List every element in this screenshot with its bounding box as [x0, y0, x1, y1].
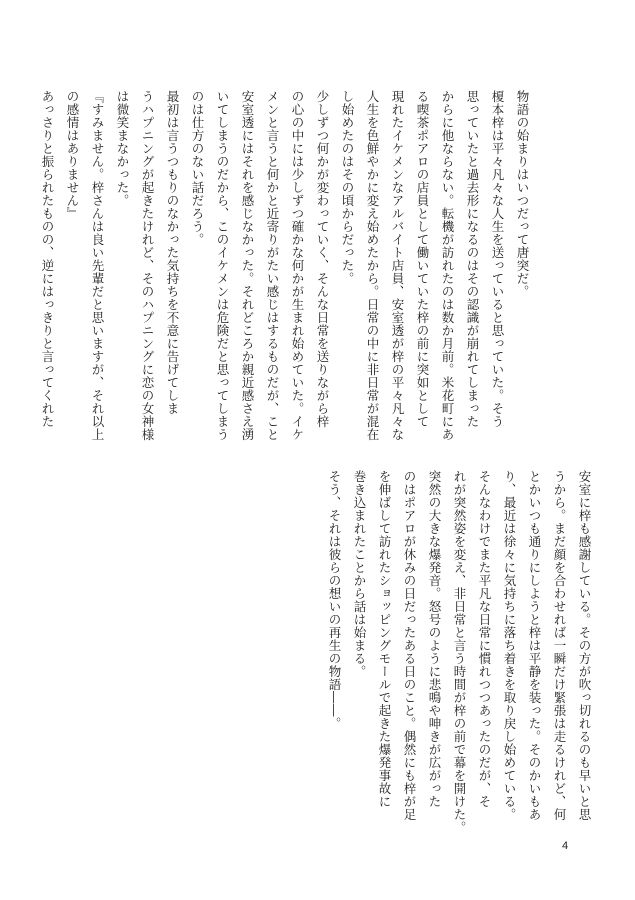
text-line: からに他ならない。転機が訪れたのは数か月前。米花町にあ [440, 90, 455, 441]
text-line: 現れたイケメンなアルバイト店員、安室透が梓の平々凡々な [390, 90, 405, 441]
text-line: あっさりと振られたものの、逆にはっきりと言ってくれた [40, 90, 55, 428]
text-line: 安室に梓も感謝している。その方が吹っ切れるのも早いと思 [577, 470, 592, 821]
text-line: 物語の始まりはいつだって唐突だ。 [515, 90, 530, 298]
text-line: し始めたのはその頃からだった。 [340, 90, 355, 285]
text-line: 最初は言うつもりのなかった気持ちを不意に告げてしま [165, 90, 180, 415]
text-line: のは仕方のない話だろう。 [190, 90, 205, 246]
text-line: は微笑まなかった。 [115, 90, 130, 207]
text-line: そんなわけでまた平凡な日常に慣れつつあったのだが、そ [477, 470, 492, 808]
text-line: り、最近は徐々に気持ちに落ち着きを取り戻し始めている。 [502, 470, 517, 821]
text-line: いてしまうのだから、このイケメンは危険だと思ってしまう [215, 90, 230, 441]
upper-text-block [35, 90, 535, 441]
text-line: の心の中には少しずつ確かな何かが生まれ始めていた。イケ [290, 90, 305, 441]
text-line: 人生を色鮮やかに変え始めたから。日常の中に非日常が混在 [365, 90, 380, 441]
text-line: うから。まだ顔を合わせれば一瞬だけ緊張は走るけれど、何 [552, 470, 567, 821]
text-line: る喫茶ポアロの店員として働いていた梓の前に突如として [415, 90, 430, 428]
text-line: 突然の大きな爆発音。怒号のように悲鳴や呻きが広がった [427, 470, 442, 808]
text-line: 巻き込まれたことから話は始まる。 [352, 470, 367, 678]
text-line: そう、それは彼らの想いの再生の物語――。 [327, 470, 342, 730]
text-line: のはポアロが休みの日だったある日のこと。偶然にも梓が足 [402, 470, 417, 821]
text-line: 『すみません。梓さんは良い先輩だと思いますが、それ以上 [90, 90, 105, 441]
text-line: メンと言うと何かと近寄りがたい感じはするものだが、こと [265, 90, 280, 441]
page-number: 4 [562, 840, 569, 852]
lower-text-block [322, 470, 597, 834]
text-line: とかいつも通りにしようと梓は平静を装った。そのかいもあ [527, 470, 542, 821]
text-line: 思っていたと過去形になるのはその認識が崩れてしまった [465, 90, 480, 428]
text-line: の感情はありません』 [65, 90, 80, 220]
text-line: 少しずつ何かが変わっていく、そんな日常を送りながら梓 [315, 90, 330, 428]
text-line: を伸ばして訪れたショッピングモールで起きた爆発事故に [377, 470, 392, 808]
text-line: 榎本梓は平々凡々な人生を送っていると思っていた。そう [490, 90, 505, 428]
text-line: れが突然姿を変え、非日常と言う時間が梓の前で幕を開けた。 [452, 470, 467, 834]
text-line: うハプニングが起きたけれど、そのハプニングに恋の女神様 [140, 90, 155, 441]
text-line: 安室透にはそれを感じなかった。それどころか親近感さえ湧 [240, 90, 255, 441]
